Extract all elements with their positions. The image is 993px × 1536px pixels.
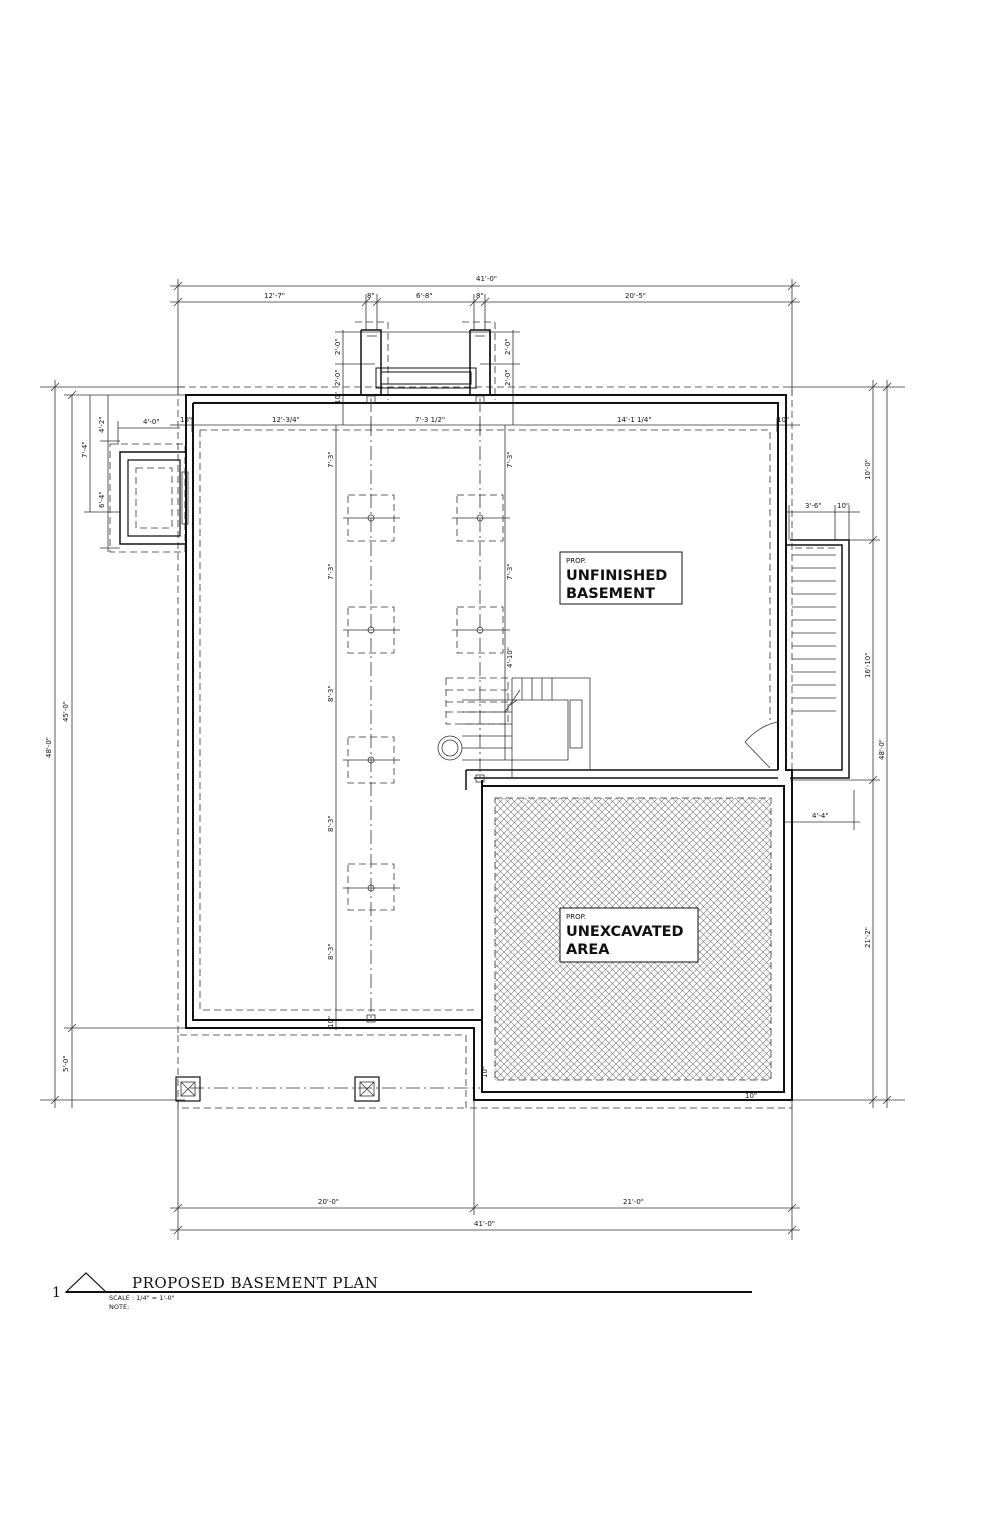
- dim-left-bottom: 5'-0": [62, 1055, 70, 1072]
- dim-areaway-right-1: 2'-0": [504, 338, 512, 355]
- porch-post: [176, 1077, 200, 1101]
- dim-left-box-4-0: 4'-0": [143, 418, 160, 426]
- dim-inner-seg3: 14'-1 1/4": [617, 416, 652, 424]
- dim-unex-10-left: 10": [481, 1065, 489, 1078]
- dim-right-mid: 16'-10": [864, 652, 872, 678]
- dim-top-seg3: 6'-8": [416, 292, 433, 300]
- room-prefix: PROP.: [566, 557, 586, 565]
- dim-left-overall: 48'-0": [45, 736, 53, 758]
- room-prefix: PROP.: [566, 913, 586, 921]
- dim-left-box-4-2: 4'-2": [98, 416, 106, 433]
- dim-stair-10: 10": [837, 502, 850, 510]
- dim-col-a-bottom: 10": [327, 1015, 335, 1028]
- dim-col-a4: 8'-3": [327, 815, 335, 832]
- dim-areaway-left-2: 2'-0": [334, 369, 342, 386]
- porch-post: [355, 1077, 379, 1101]
- dim-right-bottom: 21'-2": [864, 926, 872, 948]
- room-label-unexcavated-area: [560, 908, 698, 962]
- dim-top-seg2: 8": [367, 292, 375, 300]
- drawing-scale: SCALE : 1/4" = 1'-0": [109, 1294, 175, 1302]
- room-name-line1: UNEXCAVATED: [566, 924, 684, 940]
- dim-right-4-4: 4'-4": [812, 812, 829, 820]
- dim-top-seg5: 20'-5": [625, 292, 647, 300]
- dim-col-a5: 8'-3": [327, 943, 335, 960]
- dim-unex-10-bottom: 10": [745, 1092, 758, 1100]
- dim-top-seg1: 12'-7": [264, 292, 286, 300]
- exterior-stair: [792, 555, 836, 711]
- interior-stair: [438, 678, 590, 778]
- dim-stair-3-6: 3'-6": [805, 502, 822, 510]
- dim-areaway-left-1: 2'-0": [334, 338, 342, 355]
- dim-right-top: 10'-0": [864, 458, 872, 480]
- dim-left-box-6-4: 6'-4": [98, 491, 106, 508]
- dim-col-b1: 7'-3": [506, 451, 514, 468]
- dim-col-b2: 7'-3": [506, 563, 514, 580]
- dim-col-b3: 4'-10": [506, 646, 514, 668]
- dimension-labels: [45, 275, 886, 1228]
- dim-bottom-seg1: 20'-0": [318, 1198, 340, 1206]
- dim-col-a1: 7'-3": [327, 451, 335, 468]
- drawing-title-block: [52, 1273, 752, 1311]
- room-name-line2: AREA: [566, 942, 610, 958]
- dim-wall-10: 10": [334, 391, 342, 404]
- dim-col-a3: 8'-3": [327, 685, 335, 702]
- dimension-lines: [40, 279, 905, 1240]
- room-name-line2: BASEMENT: [566, 586, 655, 602]
- dim-bottom-seg2: 21'-0": [623, 1198, 645, 1206]
- drawing-number: 1: [52, 1285, 61, 1301]
- dim-inner-left-10: 10": [180, 416, 193, 424]
- dim-left-box-7-4: 7'-4": [81, 441, 89, 458]
- room-name-line1: UNFINISHED: [566, 568, 668, 584]
- dim-top-overall: 41'-0": [476, 275, 498, 283]
- dim-top-seg4: 8": [476, 292, 484, 300]
- room-label-unfinished-basement: [560, 552, 682, 604]
- dim-inner-seg1: 12'-3/4": [272, 416, 300, 424]
- dim-right-overall: 48'-0": [878, 738, 886, 760]
- dim-bottom-overall: 41'-0": [474, 1220, 496, 1228]
- dim-col-a2: 7'-3": [327, 563, 335, 580]
- dim-areaway-right-2: 2'-0": [504, 369, 512, 386]
- column-grid: [176, 396, 510, 1108]
- dim-left-inner: 45'-0": [62, 700, 70, 722]
- dim-inner-right-10: 10": [777, 416, 790, 424]
- title-marker-icon: [66, 1273, 106, 1292]
- dim-inner-seg2: 7'-3 1/2": [415, 416, 446, 424]
- drawing-note: NOTE:: [109, 1303, 130, 1311]
- drawing-title: PROPOSED BASEMENT PLAN: [132, 1274, 379, 1292]
